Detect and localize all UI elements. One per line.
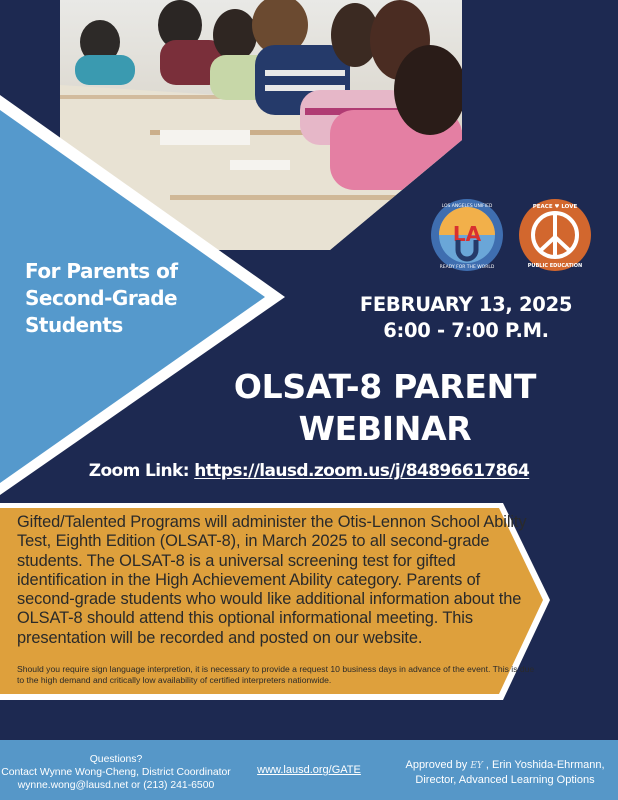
approver-name: , Erin Yoshida-Ehrmann,	[482, 759, 605, 771]
event-title	[190, 366, 580, 450]
event-title-line-1: OLSAT-8 PARENT	[233, 367, 537, 406]
svg-text:PUBLIC EDUCATION: PUBLIC EDUCATION	[527, 263, 583, 269]
footer-website	[220, 764, 398, 777]
audience-line-3: Students	[25, 313, 123, 337]
audience-line-2: Second-Grade	[25, 286, 178, 310]
approved-prefix: Approved by	[405, 759, 471, 771]
lausd-logo	[430, 198, 504, 272]
svg-text:LA: LA	[452, 222, 482, 246]
footer-contact	[0, 753, 232, 792]
approver-title: Director, Advanced Learning Options	[415, 774, 595, 786]
zoom-link-label: Zoom Link:	[88, 461, 195, 481]
footer-approval	[405, 758, 605, 787]
event-time: 6:00 - 7:00 P.M.	[383, 319, 549, 342]
event-datetime	[330, 292, 602, 344]
footer-questions: Questions?	[89, 754, 143, 765]
signature-initials: EY	[470, 761, 483, 771]
interpretation-note: Should you require sign language interpretion, it is necessary to provide a request 10 business days in advance of the event. This is due to the high demand and critically low availability of certified interpreters nationwide.	[17, 664, 535, 685]
event-date: FEBRUARY 13, 2025	[359, 293, 573, 316]
audience-heading	[25, 258, 178, 339]
footer-contact-info: wynne.wong@lausd.net or (213) 241-6500	[17, 780, 215, 791]
svg-text:PEACE ♥ LOVE: PEACE ♥ LOVE	[532, 204, 578, 210]
svg-text:READY FOR THE WORLD: READY FOR THE WORLD	[439, 265, 495, 270]
event-title-line-2: WEBINAR	[298, 409, 472, 448]
website-link[interactable]: www.lausd.org/GATE	[257, 764, 361, 776]
audience-line-1: For Parents of	[25, 259, 178, 283]
zoom-link-line	[0, 461, 618, 481]
footer-contact-name: Contact Wynne Wong-Cheng, District Coordinator	[1, 767, 231, 778]
svg-text:LOS ANGELES UNIFIED: LOS ANGELES UNIFIED	[441, 204, 493, 209]
zoom-link[interactable]: https://lausd.zoom.us/j/84896617864	[194, 461, 530, 481]
footer	[0, 740, 618, 800]
description-body: Gifted/Talented Programs will administer the Otis-Lennon School Ability Test, Eighth Edition (OLSAT-8), in March 2025 to all second-grade students. The OLSAT-8 is a universal screening test for gifted identification in the High Achievement Ability category. Parents of second-grade students who would like additional information about the OLSAT-8 should attend this optional informational meeting. This presentation will be recorded and posted on our website.	[17, 513, 527, 647]
peace-love-public-education-logo	[518, 198, 592, 272]
